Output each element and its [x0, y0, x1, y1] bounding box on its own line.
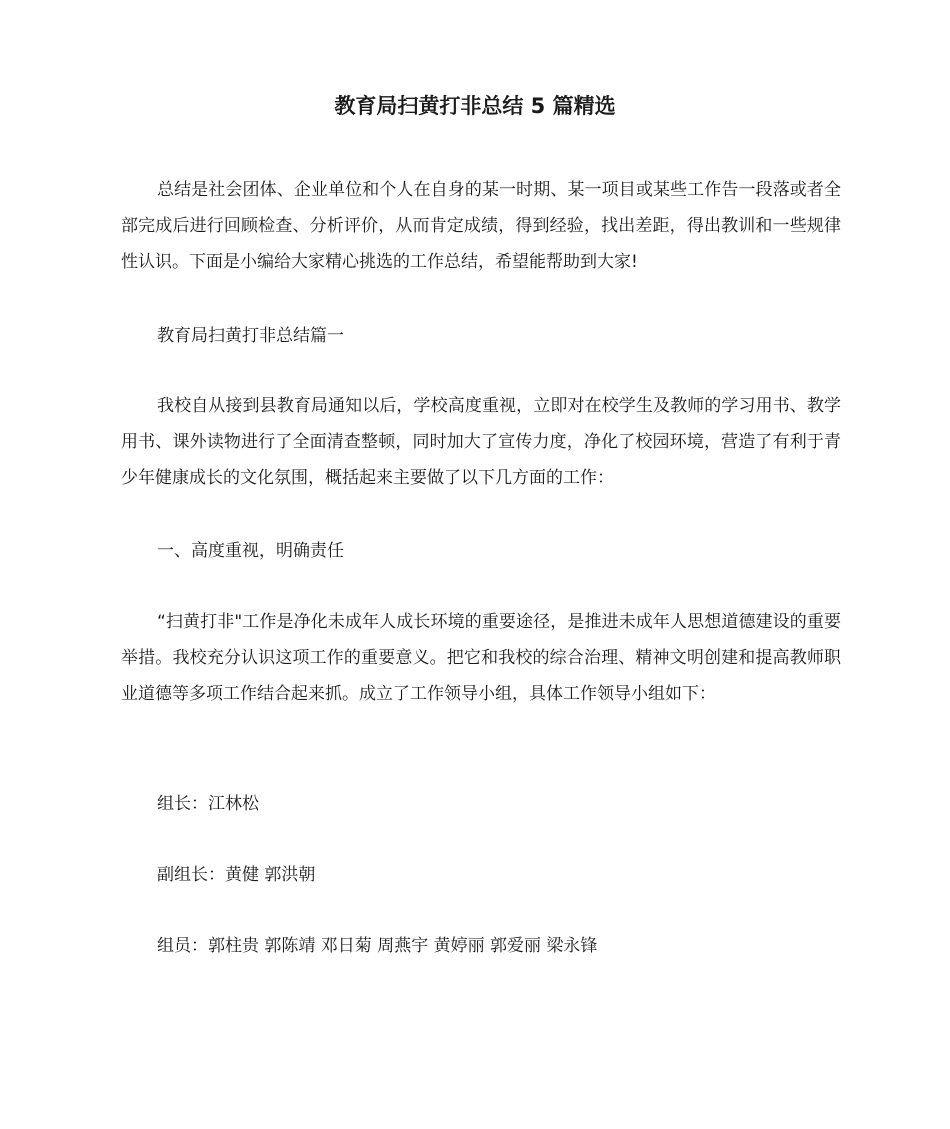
deputy-leader-line: 副组长：黄健 郭洪朝 [157, 865, 316, 885]
school-work-paragraph: 我校自从接到县教育局通知以后，学校高度重视，立即对在校学生及教师的学习用书、教学用书、课外读物进行了全面清查整顿，同时加大了宣传力度，净化了校园环境，营造了有利于青少年健康成长的文化氛围，概括起来主要做了以下几方面的工作： [121, 396, 841, 488]
intro-paragraph: 总结是社会团体、企业单位和个人在自身的某一时期、某一项目或某些工作告一段落或者全部完成后进行回顾检查、分析评价，从而肯定成绩，得到经验，找出差距，得出教训和一些规律性认识。下面是小编给大家精心挑选的工作总结，希望能帮助到大家! [121, 180, 841, 272]
campaign-paragraph: “扫黄打非"工作是净化未成年人成长环境的重要途径，是推进未成年人思想道德建设的重要举措。我校充分认识这项工作的重要意义。把它和我校的综合治理、精神文明创建和提高教师职业道德等多项工作结合起来抓。成立了工作领导小组，具体工作领导小组如下： [121, 612, 841, 704]
document-title: 教育局扫黄打非总结 5 篇精选 [334, 94, 616, 118]
section-heading-part-one: 教育局扫黄打非总结篇一 [157, 326, 344, 346]
group-members-line: 组员：郭柱贵 郭陈靖 邓日菊 周燕宇 黄婷丽 郭爱丽 梁永锋 [157, 936, 598, 956]
section-heading-high-attention: 一、高度重视，明确责任 [157, 541, 344, 561]
group-leader-line: 组长：江林松 [157, 794, 259, 814]
